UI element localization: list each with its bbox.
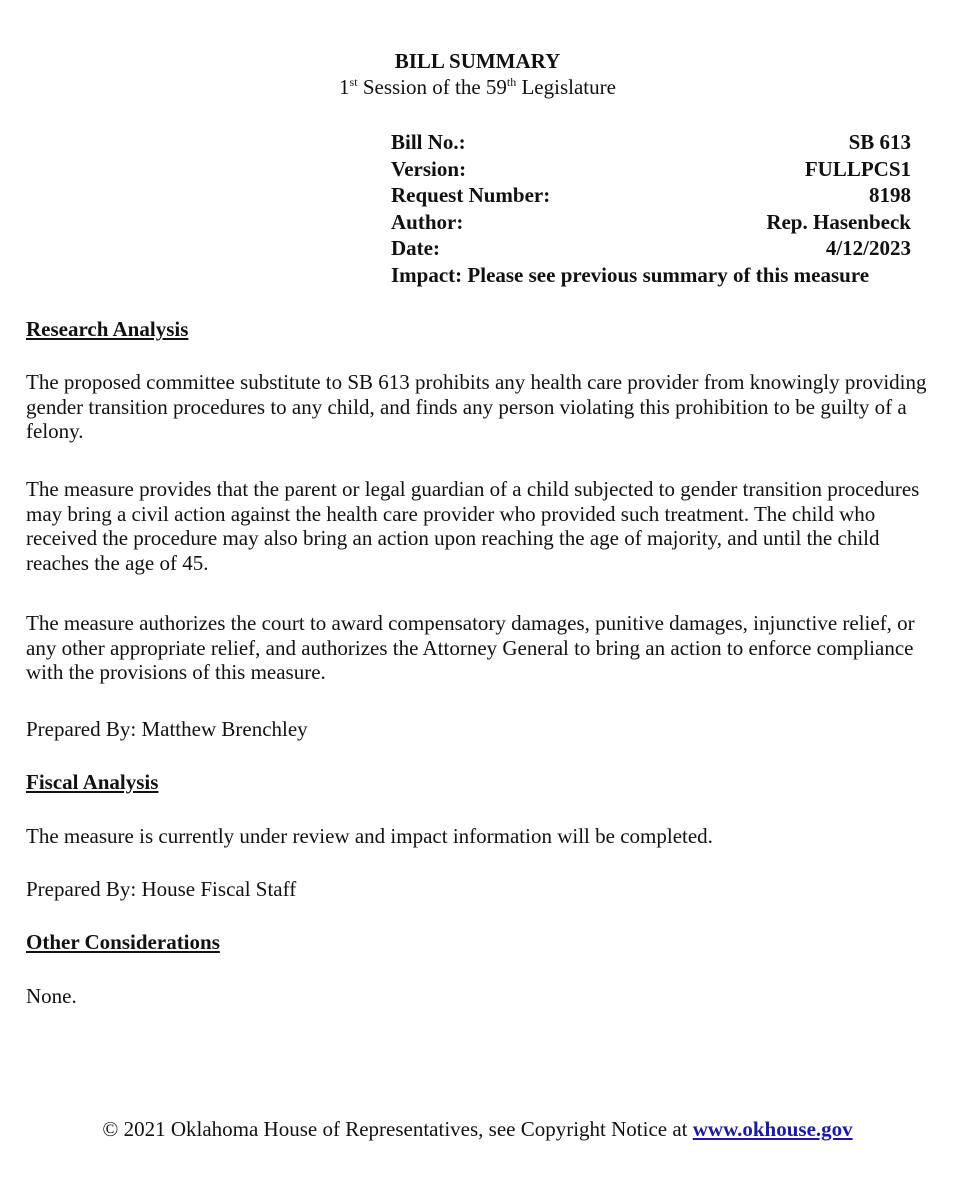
meta-row-date (391, 235, 911, 262)
other-considerations-heading: Other Considerations (26, 930, 220, 954)
meta-value: FULLPCS1 (804, 156, 911, 181)
meta-label: Version: (391, 156, 467, 181)
legislature-ordinal: th (506, 75, 517, 89)
fiscal-prepared-by: Prepared By: House Fiscal Staff (26, 877, 297, 901)
session-subtitle (0, 75, 955, 99)
research-paragraph-2: The measure provides that the parent or legal guardian of a child subjected to gender transition procedures may bring a civil action against the health care provider who provided such treatment. The child who received the procedure may also bring an action upon reaching the age of majority, and until the child reaches the age of 45. (26, 477, 920, 575)
okhouse-link[interactable]: www.okhouse.gov (692, 1117, 853, 1141)
meta-row-request-number (391, 182, 911, 209)
session-ordinal: st (349, 75, 358, 89)
research-paragraph-1: The proposed committee substitute to SB 613 prohibits any health care provider from knowingly providing gender transition procedures to any child, and finds any person violating this prohibition to be guilty of a felony. (26, 370, 927, 443)
other-considerations-paragraph: None. (26, 984, 77, 1008)
legislature-suffix: Legislature (516, 75, 616, 99)
legislature-text: Session of the 59 (357, 75, 507, 99)
fiscal-paragraph: The measure is currently under review and impact information will be completed. (26, 824, 713, 848)
meta-row-author (391, 209, 911, 236)
meta-value: Rep. Hasenbeck (766, 209, 911, 234)
meta-impact: Impact: Please see previous summary of this measure (391, 262, 870, 287)
research-prepared-by: Prepared By: Matthew Brenchley (26, 717, 308, 741)
meta-label: Bill No.: (391, 130, 466, 154)
meta-label: Author: (391, 209, 464, 234)
fiscal-analysis-heading: Fiscal Analysis (26, 770, 159, 794)
session-number: 1 (339, 75, 350, 99)
meta-row-bill-no (391, 129, 911, 156)
meta-value: SB 613 (848, 130, 911, 154)
meta-value: 8198 (869, 183, 911, 207)
meta-label: Request Number: (391, 183, 551, 207)
meta-value: 4/12/2023 (825, 236, 911, 260)
meta-row-version (391, 156, 911, 183)
document-title: BILL SUMMARY (394, 49, 561, 73)
research-analysis-heading: Research Analysis (26, 317, 189, 341)
bill-metadata (391, 129, 911, 288)
research-paragraph-3: The measure authorizes the court to award compensatory damages, punitive damages, injunctive relief, or any other appropriate relief, and authorizes the Attorney General to bring an action to enforce compliance with the provisions of this measure. (26, 611, 915, 684)
copyright-text: © 2021 Oklahoma House of Representatives, see Copyright Notice at (102, 1117, 693, 1141)
meta-label: Date: (391, 236, 440, 260)
copyright-footer (0, 1117, 955, 1141)
